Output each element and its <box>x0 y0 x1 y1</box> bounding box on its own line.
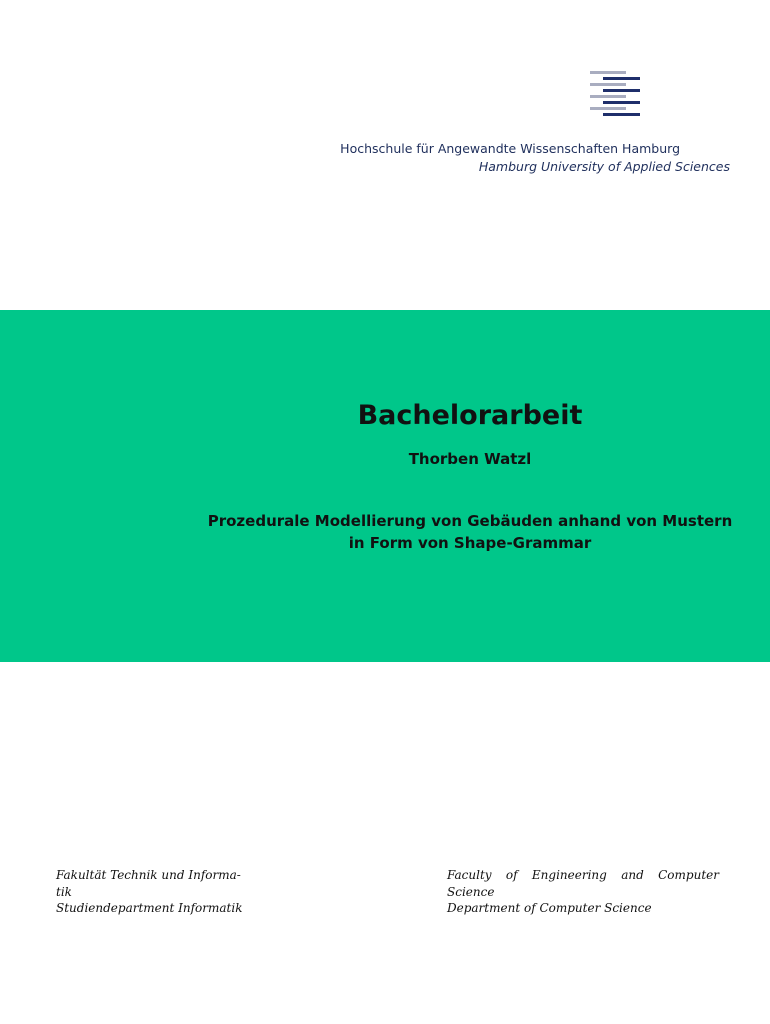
faculty-german-line-1: Fakultät Technik und Informa- <box>56 868 241 882</box>
department-english: Department of Computer Science <box>447 901 652 915</box>
faculty-german-line-2: tik <box>56 884 72 899</box>
author-name: Thorben Watzl <box>408 450 532 468</box>
title-band <box>0 310 770 662</box>
faculty-english-word: Computer <box>658 868 719 882</box>
thesis-title-line-1: Prozedurale Modellierung von Gebäuden anhand von Mustern <box>207 512 733 530</box>
faculty-english-word: Engineering <box>531 868 607 882</box>
thesis-title <box>190 510 750 554</box>
document-type-heading: Bachelorarbeit <box>357 400 583 431</box>
department-german: Studiendepartment Informatik <box>56 901 243 915</box>
faculty-english-line-2: Science <box>447 884 495 899</box>
haw-logo-icon <box>588 70 642 122</box>
faculty-german <box>56 867 261 917</box>
faculty-english-word: of <box>505 868 518 882</box>
faculty-english-word: Faculty <box>447 868 492 882</box>
university-name-english: Hamburg University of Applied Sciences <box>478 159 730 174</box>
faculty-english <box>447 867 719 917</box>
thesis-title-line-2: in Form von Shape-Grammar <box>348 534 592 552</box>
faculty-english-line-1 <box>447 867 719 884</box>
faculty-english-word: and <box>621 868 644 882</box>
university-name-german: Hochschule für Angewandte Wissenschaften Hamburg <box>340 141 680 156</box>
